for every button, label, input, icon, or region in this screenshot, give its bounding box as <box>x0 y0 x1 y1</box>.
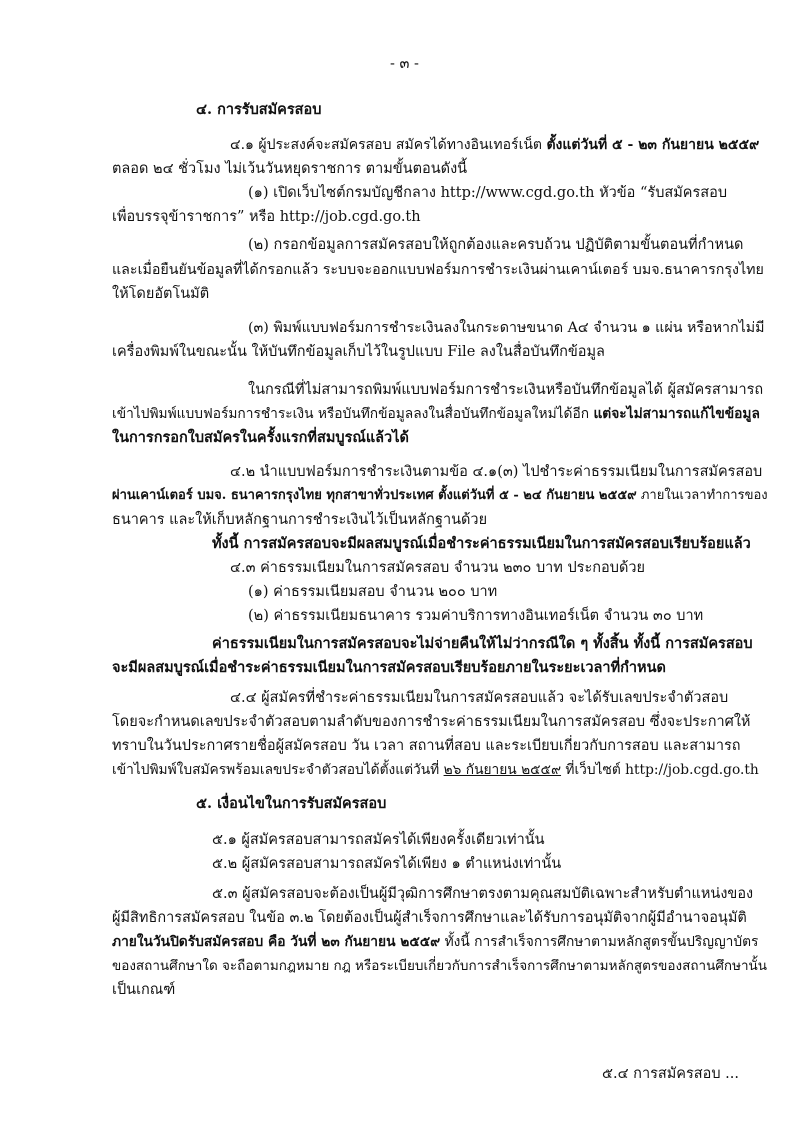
fee-item-1: (๑) ค่าธรรมเนียมสอบ จำนวน ๒๐๐ บาท <box>248 584 498 600</box>
para-5-3-line-3: ภายในวันปิดรับสมัครสอบ คือ วันที่ ๒๓ กันยายน ๒๕๕๙ ทั้งนี้ การสำเร็จการศึกษาตามหลักสูตรขั้นปริญญาบัตร <box>112 934 759 950</box>
para-5-3-line-1: ๕.๓ ผู้สมัครสอบจะต้องเป็นผู้มีวุฒิการศึกษาตรงตามคุณสมบัติเฉพาะสำหรับตำแหน่งของ <box>212 886 754 902</box>
para-4-3-line-1: ๔.๓ ค่าธรรมเนียมในการสมัครสอบ จำนวน ๒๓๐ บาท ประกอบด้วย <box>230 560 646 576</box>
para-4-2-line-3: ธนาคาร และให้เก็บหลักฐานการชำระเงินไว้เป็นหลักฐานด้วย <box>112 512 488 528</box>
para-4-4-line-1: ๔.๔ ผู้สมัครที่ชำระค่าธรรมเนียมในการสมัครสอบแล้ว จะได้รับเลขประจำตัวสอบ <box>230 690 729 706</box>
fee-item-2: (๒) ค่าธรรมเนียมธนาคาร รวมค่าบริการทางอินเทอร์เน็ต จำนวน ๓๐ บาท <box>248 608 704 624</box>
next-page-reference: ๕.๔ การสมัครสอบ ... <box>602 1066 739 1082</box>
step-3-line-1: (๓) พิมพ์แบบฟอร์มการชำระเงินลงในกระดาษขนาด A๔ จำนวน ๑ แผ่น หรือหากไม่มี <box>248 320 765 336</box>
note-line-2: เข้าไปพิมพ์แบบฟอร์มการชำระเงิน หรือบันทึกข้อมูลลงในสื่อบันทึกข้อมูลใหม่ได้อีก แต่จะไม่สามารถแก้ไขข้อมูล <box>112 406 760 422</box>
fee-note-line-1: ค่าธรรมเนียมในการสมัครสอบจะไม่จ่ายคืนให้ไม่ว่ากรณีใด ๆ ทั้งสิ้น ทั้งนี้ การสมัครสอบ <box>212 635 753 652</box>
para-5-2: ๕.๒ ผู้สมัครสอบสามารถสมัครได้เพียง ๑ ตำแหน่งเท่านั้น <box>212 856 562 872</box>
para-4-4-line-4: เข้าไปพิมพ์ใบสมัครพร้อมเลขประจำตัวสอบได้ตั้งแต่วันที่ ๒๖ กันยายน ๒๕๕๙ ที่เว็บไซต์ http://job.cgd.go.th <box>112 762 759 778</box>
section-4-heading: ๔. การรับสมัครสอบ <box>196 101 322 118</box>
step-3-line-2: เครื่องพิมพ์ในขณะนั้น ให้บันทึกข้อมูลเก็บไว้ในรูปแบบ File ลงในสื่อบันทึกข้อมูล <box>112 344 605 360</box>
registration-period: ตั้งแต่วันที่ ๕ - ๒๓ กันยายน ๒๕๕๙ <box>546 137 760 153</box>
para-4-2-line-1: ๔.๒ นำแบบฟอร์มการชำระเงินตามข้อ ๔.๑(๓) ไปชำระค่าธรรมเนียมในการสมัครสอบ <box>230 464 763 480</box>
step-1-line-1: (๑) เปิดเว็บไซต์กรมบัญชีกลาง http://www.cgd.go.th หัวข้อ “รับสมัครสอบ <box>248 185 728 201</box>
para-5-3-line-2: ผู้มีสิทธิการสมัครสอบ ในข้อ ๓.๒ โดยต้องเป็นผู้สำเร็จการศึกษาและได้รับการอนุมัติจากผู้มีอำนาจอนุมัติ <box>112 910 747 926</box>
para-4-1-line-2: ตลอด ๒๔ ชั่วโมง ไม่เว้นวันหยุดราชการ ตามขั้นตอนดังนี้ <box>112 161 468 177</box>
step-2-line-2: และเมื่อยืนยันข้อมูลที่ได้กรอกแล้ว ระบบจะออกแบบฟอร์มการชำระเงินผ่านเคาน์เตอร์ บมจ.ธนาคารกรุงไทย <box>112 262 764 278</box>
para-4-1-line-1: ๔.๑ ผู้ประสงค์จะสมัครสอบ สมัครได้ทางอินเทอร์เน็ต ตั้งแต่วันที่ ๕ - ๒๓ กันยายน ๒๕๕๙ <box>230 137 760 153</box>
para-4-2-line-4: ทั้งนี้ การสมัครสอบจะมีผลสมบูรณ์เมื่อชำระค่าธรรมเนียมในการสมัครสอบเรียบร้อยแล้ว <box>212 535 751 552</box>
para-5-3-line-4: ของสถานศึกษาใด จะถือตามกฎหมาย กฎ หรือระเบียบเกี่ยวกับการสำเร็จการศึกษาตามหลักสูตรของสถานศึกษานั้น <box>112 958 768 974</box>
step-1-line-2: เพื่อบรรจุข้าราชการ” หรือ http://job.cgd.go.th <box>112 209 421 225</box>
para-5-1: ๕.๑ ผู้สมัครสอบสามารถสมัครได้เพียงครั้งเดียวเท่านั้น <box>212 832 545 848</box>
step-2-line-1: (๒) กรอกข้อมูลการสมัครสอบให้ถูกต้องและครบถ้วน ปฏิบัติตามขั้นตอนที่กำหนด <box>248 237 744 253</box>
print-date: ๒๖ กันยายน ๒๕๕๙ <box>443 762 562 778</box>
step-2-line-3: ให้โดยอัตโนมัติ <box>112 286 210 302</box>
section-5-heading: ๕. เงื่อนไขในการรับสมัครสอบ <box>196 795 387 812</box>
para-4-4-line-3: ทราบในวันประกาศรายชื่อผู้สมัครสอบ วัน เวลา สถานที่สอบ และระเบียบเกี่ยวกับการสอบ และสามารถ <box>112 738 741 754</box>
para-4-2-line-2: ผ่านเคาน์เตอร์ บมจ. ธนาคารกรุงไทย ทุกสาขาทั่วประเทศ ตั้งแต่วันที่ ๕ - ๒๔ กันยายน ๒๕๕๙ ภายในเวลาทำการของ <box>112 488 768 503</box>
note-line-3: ในการกรอกใบสมัครในครั้งแรกที่สมบูรณ์แล้วได้ <box>112 429 409 446</box>
para-5-3-line-5: เป็นเกณฑ์ <box>112 982 176 998</box>
page-number: - ๓ - <box>390 56 419 72</box>
para-4-4-line-2: โดยจะกำหนดเลขประจำตัวสอบตามลำดับของการชำระค่าธรรมเนียมในการสมัครสอบ ซึ่งจะประกาศให้ <box>112 714 751 730</box>
fee-note-line-2: จะมีผลสมบูรณ์เมื่อชำระค่าธรรมเนียมในการสมัครสอบเรียบร้อยภายในระยะเวลาที่กำหนด <box>112 659 666 676</box>
note-line-1: ในกรณีที่ไม่สามารถพิมพ์แบบฟอร์มการชำระเงินหรือบันทึกข้อมูลได้ ผู้สมัครสามารถ <box>248 382 764 398</box>
